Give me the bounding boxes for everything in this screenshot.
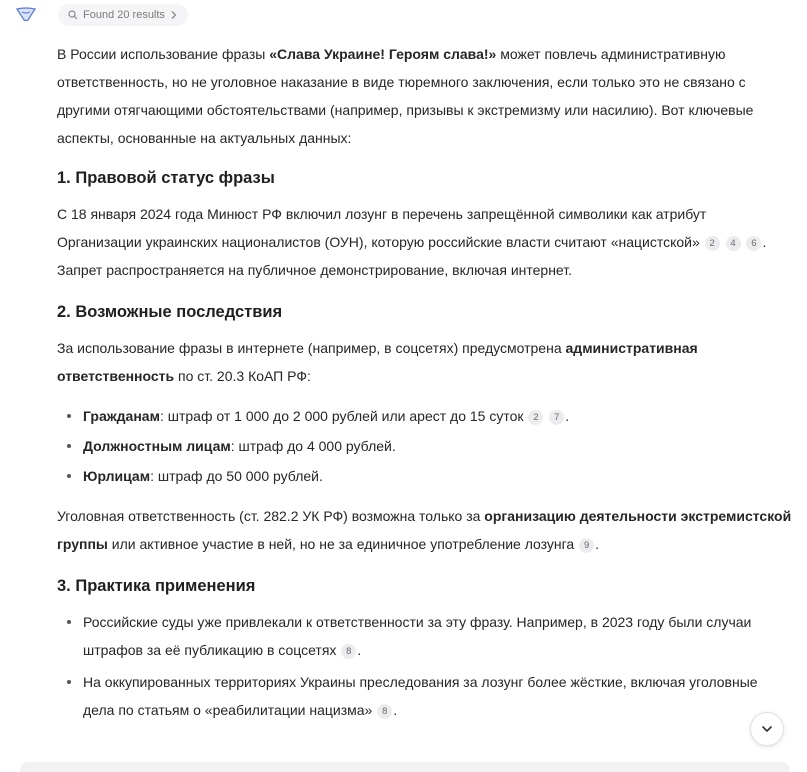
citation-badge[interactable]: 9 <box>579 538 594 553</box>
citation-badge[interactable]: 4 <box>726 236 741 251</box>
citation-badge[interactable]: 6 <box>746 236 761 251</box>
citation-badge[interactable]: 8 <box>341 644 356 659</box>
list-item: Должностным лицам: штраф до 4 000 рублей. <box>57 432 792 460</box>
practice-list <box>57 608 792 724</box>
section-3-heading: 3. Практика применения <box>57 577 256 595</box>
citation-badge[interactable]: 7 <box>549 410 564 425</box>
search-results-label: Found 20 results <box>83 9 165 21</box>
citation-badge[interactable]: 8 <box>377 704 392 719</box>
chevron-down-icon <box>760 722 774 736</box>
list-item: На оккупированных территориях Украины преследования за лозунг более жёсткие, включая уголовные дела по статьям о «реабилитации нацизма» 8 . <box>57 668 792 724</box>
citation-badge[interactable]: 2 <box>705 236 720 251</box>
search-results-button[interactable] <box>58 4 188 26</box>
chevron-right-icon <box>170 10 178 20</box>
message-input-edge <box>20 762 790 772</box>
section-1-heading: 1. Правовой статус фразы <box>57 169 275 187</box>
section-2-heading: 2. Возможные последствия <box>57 303 283 321</box>
intro-paragraph: В России использование фразы «Слава Украине! Героям слава!» может повлечь административную ответственность, но не уголовное наказание в виде тюремного заключения, если только это не связано с другими отягчающими обстоятельствами (например, призывы к экстремизму или насилию). Вот ключевые аспекты, основанные на актуальных данных: <box>57 46 754 146</box>
list-item: Российские суды уже привлекали к ответственности за эту фразу. Например, в 2023 году были случаи штрафов за её публикацию в соцсетях 8 . <box>57 608 792 664</box>
answer-content <box>57 40 792 724</box>
section-2-paragraph-2: Уголовная ответственность (ст. 282.2 УК РФ) возможна только за организацию деятельности экстремистской группы или активное участие в ней, но не за единичное употребление лозунга 9 . <box>57 508 792 552</box>
list-item: Юрлицам: штраф до 50 000 рублей. <box>57 462 792 490</box>
penalties-list <box>57 402 792 490</box>
slogan-text: «Слава Украине! Героям слава!» <box>269 46 497 62</box>
section-1-paragraph: С 18 января 2024 года Минюст РФ включил лозунг в перечень запрещённой символики как атрибут Организации украинских националистов (ОУН), которую российские власти считают «нацистской» 2 4 6 . Запрет распространяется на публичное демонстрирование, включая интернет. <box>57 206 767 278</box>
section-2-paragraph-1: За использование фразы в интернете (например, в соцсетях) предусмотрена административная ответственность по ст. 20.3 КоАП РФ: <box>57 340 698 384</box>
search-icon <box>68 10 78 20</box>
scroll-down-button[interactable] <box>750 712 784 746</box>
assistant-logo-icon <box>16 6 36 22</box>
list-item: Гражданам: штраф от 1 000 до 2 000 рублей или арест до 15 суток 2 7 . <box>57 402 792 430</box>
citation-badge[interactable]: 2 <box>528 410 543 425</box>
